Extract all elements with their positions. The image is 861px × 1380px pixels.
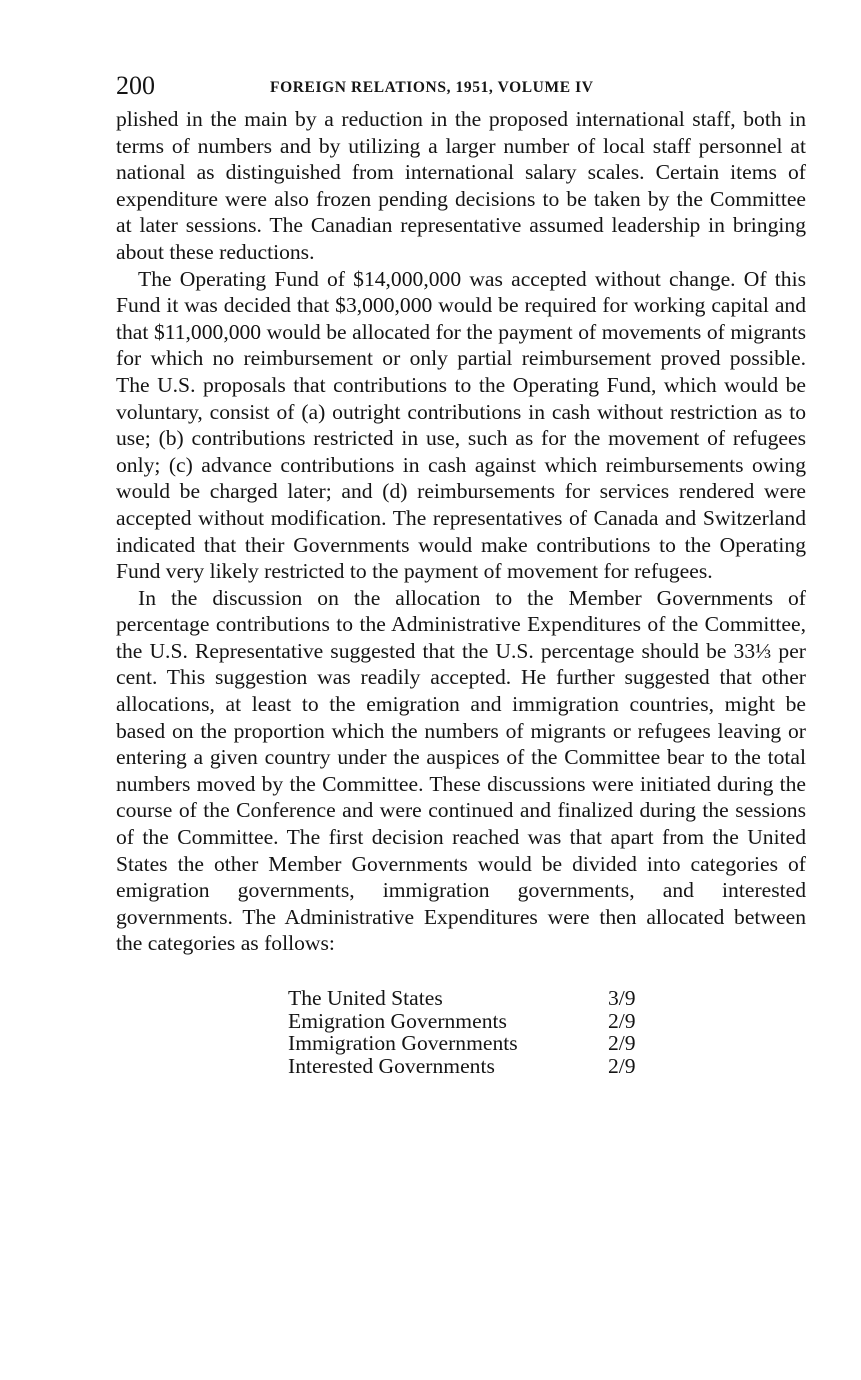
table-row	[288, 1010, 636, 1033]
body-text	[116, 106, 806, 957]
category-cell: The United States	[288, 986, 443, 1010]
paragraph-allocation-discussion: In the discussion on the allocation to the Member Governments of percentage contributions to the Administrative Expenditures of the Committee, the U.S. Representative suggested that the U.S. percentage should be 33⅓ per cent. This suggestion was readily accepted. He further suggested that other allocations, at least to the emigration and immigration countries, might be based on the proportion which the numbers of migrants or refugees leaving or entering a given country under the auspices of the Committee bear to the total numbers moved by the Committee. These discussions were initiated during the course of the Conference and were continued and finalized during the sessions of the Committee. The first decision reached was that apart from the United States the other Member Governments would be divided into categories of emigration governments, immigration governments, and interested governments. The Administrative Expenditures were then allocated between the categories as follows:	[116, 585, 806, 956]
share-cell: 2/9	[608, 1053, 636, 1078]
share-cell: 2/9	[608, 1008, 636, 1033]
running-head-title: FOREIGN RELATIONS, 1951, VOLUME IV	[270, 79, 594, 96]
category-cell: Immigration Governments	[288, 1031, 518, 1055]
running-head	[116, 70, 806, 106]
allocation-table	[288, 987, 636, 1077]
category-cell: Emigration Governments	[288, 1008, 507, 1033]
paragraph-continuation: plished in the main by a reduction in the proposed international staff, both in terms of numbers and by utilizing a larger number of local staff personnel at national as distinguished from international salary scales. Certain items of expenditure were also frozen pending decisions to be taken by the Committee at later sessions. The Canadian representative assumed leadership in bringing about these reductions.	[116, 107, 806, 264]
table-row	[288, 1055, 636, 1078]
share-cell: 3/9	[608, 986, 636, 1010]
paragraph-operating-fund: The Operating Fund of $14,000,000 was accepted without change. Of this Fund it was decided that $3,000,000 would be required for working capital and that $11,000,000 would be allocated for the payment of movements of migrants for which no reimbursement or only partial reimbursement proved possible. The U.S. proposals that contributions to the Operating Fund, which would be voluntary, consist of (a) outright contributions in cash without restriction as to use; (b) contributions restricted in use, such as for the movement of refugees only; (c) advance contributions in cash against which reimbursements owing would be charged later; and (d) reimbursements for services rendered were accepted without modification. The representatives of Canada and Switzerland indicated that their Governments would make contributions to the Operating Fund very likely restricted to the payment of movement for refugees.	[116, 266, 806, 584]
share-cell: 2/9	[608, 1031, 636, 1055]
category-cell: Interested Governments	[288, 1053, 495, 1078]
page-number: 200	[116, 71, 155, 100]
table-row	[288, 1032, 636, 1055]
table-row	[288, 987, 636, 1010]
document-page	[116, 70, 806, 1077]
